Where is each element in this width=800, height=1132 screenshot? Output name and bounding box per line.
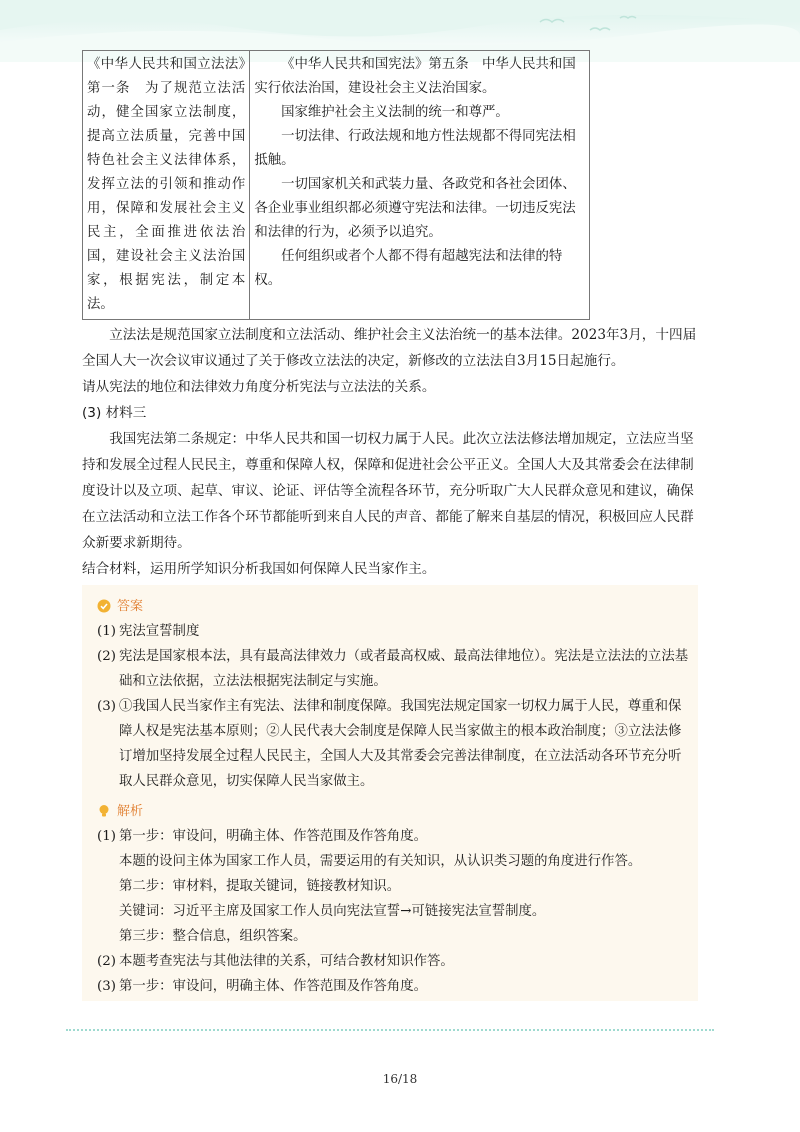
constitution-para: 《中华人民共和国宪法》第五条 中华人民共和国实行依法治国，建设社会主义法治国家。 (254, 57, 576, 96)
analysis-title: 解析 (117, 803, 144, 819)
answer-heading (97, 593, 693, 619)
lightbulb-icon (97, 804, 111, 818)
analysis-item (97, 824, 693, 849)
law-comparison-table (82, 50, 590, 320)
analysis-line: 第二步：审材料，提取关键词，链接教材知识。 (119, 879, 401, 894)
answer-panel (82, 585, 698, 1001)
check-circle-icon (97, 599, 111, 613)
material-paragraph: 立法法是规范国家立法制度和立法活动、维护社会主义法治统一的基本法律。2023年3月，十四届全国人大一次会议审议通过了关于修改立法法的决定，新修改的立法法自3月15日起施行。 (82, 327, 697, 369)
constitution-article (250, 51, 590, 320)
answer-item-number: (3) (97, 699, 116, 714)
analysis-line: 本题的设问主体为国家工作人员，需要运用的有关知识，从认识类习题的角度进行作答。 (119, 854, 642, 869)
question-2: 请从宪法的地位和法律效力角度分析宪法与立法法的关系。 (82, 379, 436, 395)
constitution-para: 一切法律、行政法规和地方性法规都不得同宪法相抵触。 (254, 129, 576, 168)
constitution-para: 国家维护社会主义法制的统一和尊严。 (281, 105, 509, 120)
answer-item (97, 694, 693, 794)
analysis-line: 第一步：审设问，明确主体、作答范围及作答角度。 (119, 829, 427, 844)
constitution-para: 一切国家机关和武装力量、各政党和各社会团体、各企业事业组织都必须遵守宪法和法律。一切违反宪法和法律的行为，必须予以追究。 (254, 177, 576, 240)
question-3: 结合材料，运用所学知识分析我国如何保障人民当家作主。 (82, 561, 436, 577)
answer-item-number: (1) (97, 624, 116, 639)
answer-item-number: (2) (97, 649, 116, 664)
analysis-heading (97, 798, 693, 824)
material-3-label: (3) 材料三 (82, 405, 147, 421)
answer-item-text: 宪法宣誓制度 (119, 624, 200, 639)
analysis-item-number: (1) (97, 829, 116, 844)
answer-item-text: ①我国人民当家作主有宪法、法律和制度保障。我国宪法规定国家一切权力属于人民，尊重和保障人权是宪法基本原则；②人民代表大会制度是保障人民当家做主的根本政治制度；③立法法修订增加坚持发展全过程人民民主，全国人大及其常委会完善法律制度，在立法活动各环节充分听取人民群众意见，切实保障人民当家做主。 (119, 699, 682, 789)
material-3-text: 我国宪法第二条规定：中华人民共和国一切权力属于人民。此次立法法修法增加规定，立法应当坚持和发展全过程人民民主，尊重和保障人权，保障和促进社会公平正义。全国人大及其常委会在法律制度设计以及立项、起草、审议、论证、评估等全流程各环节，充分听取广大人民群众意见和建议，确保在立法活动和立法工作各个环节都能听到来自人民的声音、都能了解来自基层的情况，积极回应人民群众新要求新期待。 (82, 431, 694, 551)
legislation-law-article (83, 51, 250, 320)
answer-title: 答案 (117, 598, 144, 614)
legislation-law-text: 《中华人民共和国立法法》第一条 为了规范立法活动，健全国家立法制度，提高立法质量，完善中国特色社会主义法律体系，发挥立法的引领和推动作用，保障和发展社会主义民主，全面推进依法治国，建设社会主义法治国家，根据宪法，制定本法。 (87, 57, 246, 312)
document-body (82, 50, 702, 582)
constitution-para: 任何组织或者个人都不得有超越宪法和法律的特权。 (254, 249, 563, 288)
analysis-item (97, 949, 693, 974)
analysis-item (97, 974, 693, 999)
analysis-line: 关键词：习近平主席及国家工作人员向宪法宣誓→可链接宪法宣誓制度。 (119, 904, 546, 919)
page-number: 16/18 (382, 1072, 418, 1086)
footer-divider (66, 1029, 714, 1031)
answer-item (97, 644, 693, 694)
analysis-line: 第一步：审设问，明确主体、作答范围及作答角度。 (119, 979, 427, 994)
answer-item-text: 宪法是国家根本法，具有最高法律效力（或者最高权威、最高法律地位）。宪法是立法法的立法基础和立法依据，立法法根据宪法制定与实施。 (119, 649, 689, 689)
analysis-item-number: (3) (97, 979, 116, 994)
analysis-line: 第三步：整合信息，组织答案。 (119, 929, 307, 944)
answer-item (97, 619, 693, 644)
analysis-item-number: (2) (97, 954, 116, 969)
analysis-line: 本题考查宪法与其他法律的关系，可结合教材知识作答。 (119, 954, 454, 969)
